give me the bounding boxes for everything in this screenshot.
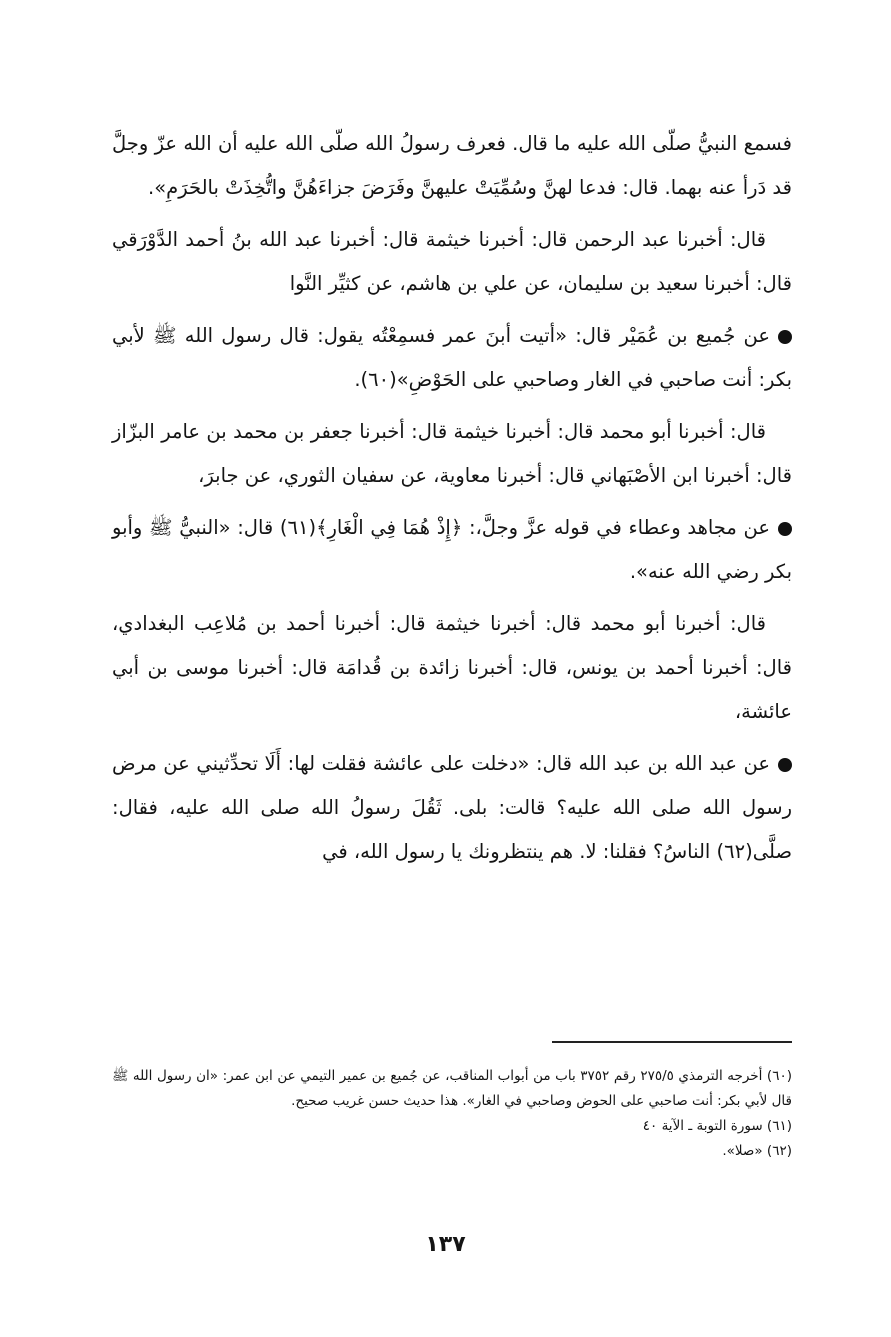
paragraph-6-isnad: قال: أخبرنا أبو محمد قال: أخبرنا خيثمة قال: أخبرنا أحمد بن مُلاعِب البغدادي، قال: أخبرنا أحمد بن يونس، قال: أخبرنا زائدة بن قُدامَة قال: أخبرنا موسى بن أبي عائشة، <box>112 612 792 723</box>
bullet-icon <box>778 330 792 344</box>
footnote-61: (٦١) سورة التوبة ـ الآية ٤٠ <box>642 1118 792 1134</box>
paragraph-7-hadith <box>112 742 792 874</box>
main-text <box>112 122 792 874</box>
paragraph-5-text: عن مجاهد وعطاء في قوله عزَّ وجلَّ،: ﴿إِذْ هُمَا فِي الْغَارِ﴾(٦١) قال: «النبيُّ ﷺ وأبو بكر رضي الله عنه». <box>112 516 792 583</box>
bullet-icon <box>778 522 792 536</box>
bullet-icon <box>778 758 792 772</box>
footnotes <box>112 1064 792 1164</box>
paragraph-3-text: عن جُميع بن عُمَيْر قال: «أتيت أبنَ عمر فسمِعْتُه يقول: قال رسول الله ﷺ لأبي بكر: أنت صاحبي في الغار وصاحبي على الحَوْضِ»(٦٠). <box>112 324 792 391</box>
page-number: ١٣٧ <box>425 1232 466 1257</box>
footnote-divider <box>552 1041 792 1043</box>
footnote-62: (٦٢) «صلا». <box>722 1143 792 1159</box>
paragraph-5-hadith <box>112 506 792 594</box>
paragraph-1: فسمع النبيُّ صلّى الله عليه ما قال. فعرف رسولُ الله صلّى الله عليه أن الله عزّ وجلَّ قد دَرأ عنه بهما. قال: فدعا لهنَّ وسُمِّيَتْ عليهنَّ وفَرَضَ جزاءَهُنَّ واتُّخِذَتْ بالحَرَمِ». <box>112 132 792 199</box>
paragraph-3-hadith <box>112 314 792 402</box>
paragraph-4-isnad: قال: أخبرنا أبو محمد قال: أخبرنا خيثمة قال: أخبرنا جعفر بن محمد بن عامر البزّاز قال: أخبرنا ابن الأصْبَهاني قال: أخبرنا معاوية، عن سفيان الثوري، عن جابرَ، <box>112 420 792 487</box>
paragraph-7-text: عن عبد الله بن عبد الله قال: «دخلت على عائشة فقلت لها: أَلَا تحدِّثيني عن مرض رسول الله صلى الله عليه؟ قالت: بلى. ثَقُلَ رسولُ الله صلى الله عليه، فقال: صلَّى(٦٢) الناسُ؟ فقلنا: لا. هم ينتظرونك يا رسول الله، في <box>112 752 792 863</box>
paragraph-2-isnad: قال: أخبرنا عبد الرحمن قال: أخبرنا خيثمة قال: أخبرنا عبد الله بنُ أحمد الدَّوْرَقي قال: أخبرنا سعيد بن سليمان، عن علي بن هاشم، عن كثيِّر النَّوا <box>112 228 792 295</box>
footnote-60: (٦٠) أخرجه الترمذي ٢٧٥/٥ رقم ٣٧٥٢ باب من أبواب المناقب، عن جُميع بن عمير التيمي عن ابن عمر: «ان رسول الله ﷺ قال لأبي بكر: أنت صاحبي على الحوض وصاحبي في الغار». هذا حديث حسن غريب صحيح. <box>112 1068 792 1109</box>
